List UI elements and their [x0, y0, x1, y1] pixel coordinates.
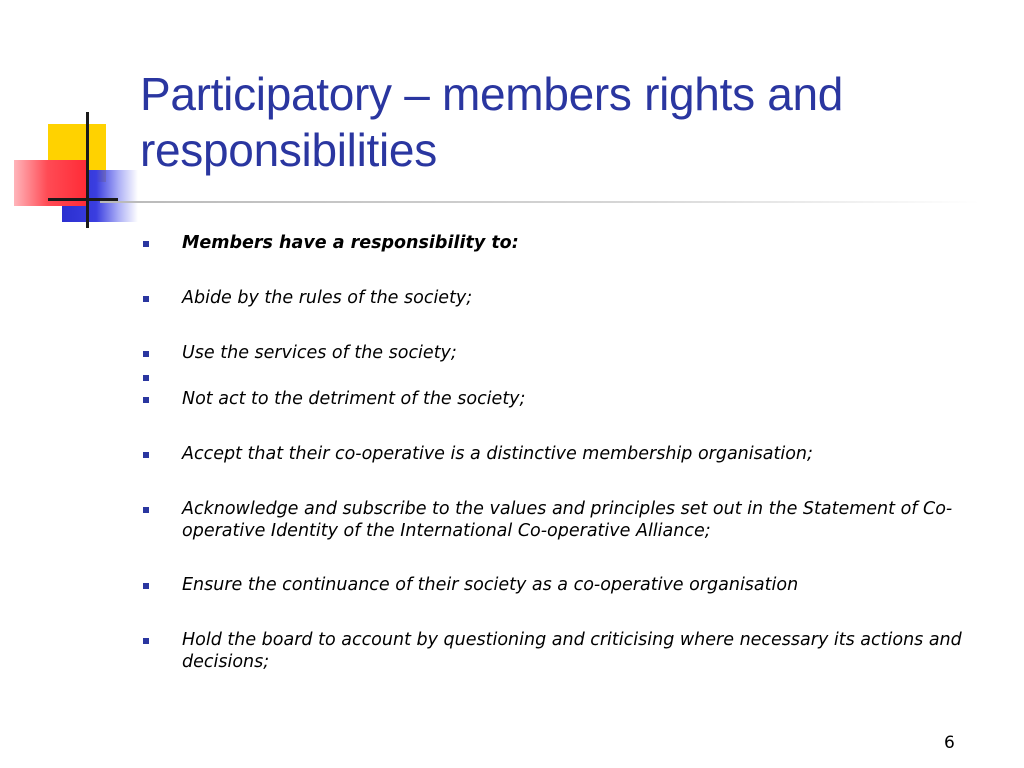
square-bullet-icon: [143, 507, 149, 513]
square-bullet-icon: [143, 351, 149, 357]
square-bullet-icon: [143, 296, 149, 302]
slide-title: Participatory – members rights and responsibilities: [140, 68, 844, 176]
bullet-item: [140, 443, 1000, 465]
square-bullet-icon: [143, 452, 149, 458]
square-bullet-icon: [143, 638, 149, 644]
bullet-item: [140, 342, 1000, 364]
title-divider: [100, 201, 980, 203]
bullet-item: [140, 498, 1000, 542]
bullet-text: Accept that their co-operative is a distinctive membership organisation;: [182, 444, 813, 464]
bullet-text: Acknowledge and subscribe to the values and principles set out in the Statement of Co-operative Identity of the International Co-operative Alliance;: [182, 499, 953, 541]
square-bullet-icon: [143, 241, 149, 247]
square-bullet-icon: [143, 375, 149, 381]
logo-vertical-line: [86, 112, 89, 228]
bullet-text: Not act to the detriment of the society;: [182, 389, 526, 409]
bullet-text: Members have a responsibility to:: [182, 233, 519, 253]
square-bullet-icon: [143, 583, 149, 589]
bullet-text: Abide by the rules of the society;: [182, 288, 473, 308]
bullet-item: [140, 388, 1000, 410]
bullet-text: Hold the board to account by questioning and criticising where necessary its actions and decisions;: [182, 630, 962, 672]
bullet-item: [140, 629, 1000, 673]
bullet-item: [140, 232, 1000, 254]
square-bullet-icon: [143, 397, 149, 403]
bullet-item-empty: [140, 366, 1000, 388]
bullet-text: Ensure the continuance of their society as a co-operative organisation: [182, 575, 799, 595]
bullet-item: [140, 574, 1000, 596]
bullet-item: [140, 287, 1000, 309]
page-number: 6: [944, 733, 955, 753]
bullet-text: Use the services of the society;: [182, 343, 457, 363]
bullet-list: [140, 228, 1000, 673]
